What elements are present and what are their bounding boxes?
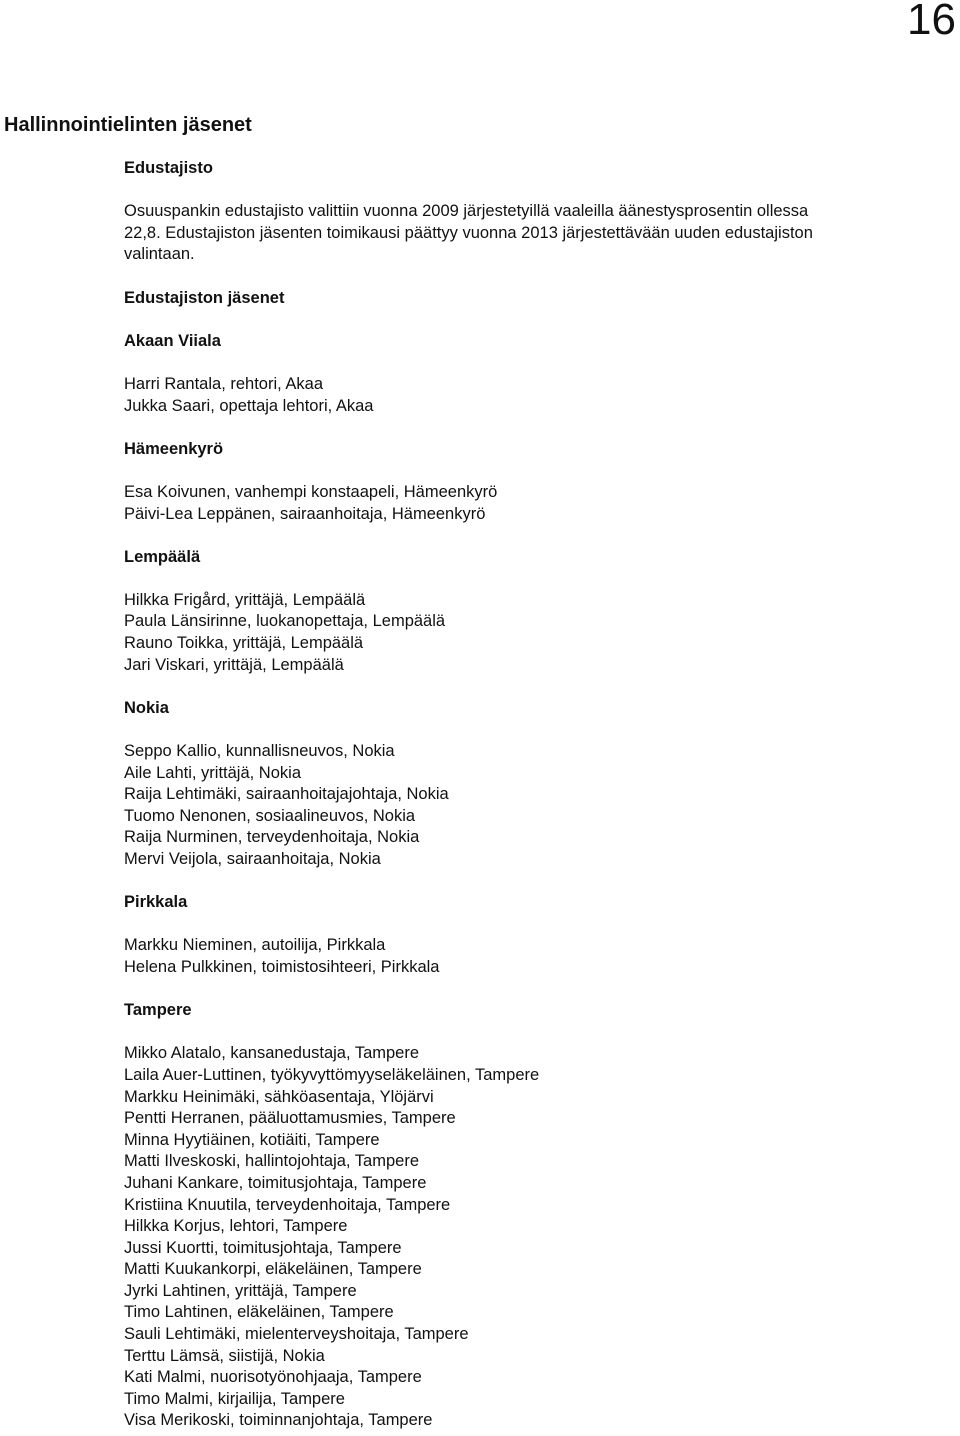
region-section <box>124 331 924 417</box>
member-item: Jukka Saari, opettaja lehtori, Akaa <box>124 396 374 415</box>
member-item: Jari Viskari, yrittäjä, Lempäälä <box>124 655 344 674</box>
member-item: Raija Nurminen, terveydenhoitaja, Nokia <box>124 828 420 847</box>
member-list <box>124 590 924 676</box>
member-item: Tuomo Nenonen, sosiaalineuvos, Nokia <box>124 806 416 825</box>
member-item: Kristiina Knuutila, terveydenhoitaja, Tampere <box>124 1195 451 1214</box>
page-number: 16 <box>907 0 956 44</box>
member-item: Laila Auer-Luttinen, työkyvyttömyyseläkeläinen, Tampere <box>124 1065 540 1084</box>
member-item: Harri Rantala, rehtori, Akaa <box>124 374 324 393</box>
members-heading: Edustajiston jäsenet <box>124 288 285 307</box>
intro-line: Osuuspankin edustajisto valittiin vuonna 2009 järjestetyillä vaaleilla äänestysprosentin ollessa <box>124 202 809 221</box>
member-item: Pentti Herranen, pääluottamusmies, Tampere <box>124 1109 456 1128</box>
member-item: Matti Ilveskoski, hallintojohtaja, Tampere <box>124 1152 420 1171</box>
member-item: Päivi-Lea Leppänen, sairaanhoitaja, Hämeenkyrö <box>124 504 486 523</box>
region-section <box>124 892 924 978</box>
member-item: Seppo Kallio, kunnallisneuvos, Nokia <box>124 742 395 761</box>
page-title: Hallinnointielinten jäsenet <box>4 114 252 136</box>
region-section <box>124 1000 924 1432</box>
member-item: Kati Malmi, nuorisotyönohjaaja, Tampere <box>124 1368 422 1387</box>
member-item: Jyrki Lahtinen, yrittäjä, Tampere <box>124 1281 357 1300</box>
region-list <box>124 331 924 1432</box>
member-item: Mikko Alatalo, kansanedustaja, Tampere <box>124 1044 420 1063</box>
member-item: Juhani Kankare, toimitusjohtaja, Tampere <box>124 1173 427 1192</box>
member-list <box>124 741 924 871</box>
member-item: Esa Koivunen, vanhempi konstaapeli, Hämeenkyrö <box>124 482 498 501</box>
member-item: Mervi Veijola, sairaanhoitaja, Nokia <box>124 850 381 868</box>
member-item: Timo Malmi, kirjailija, Tampere <box>124 1389 345 1408</box>
member-item: Markku Nieminen, autoilija, Pirkkala <box>124 936 386 955</box>
intro-line: valintaan. <box>124 245 195 264</box>
member-item: Terttu Lämsä, siistijä, Nokia <box>124 1346 325 1365</box>
member-item: Aile Lahti, yrittäjä, Nokia <box>124 763 301 782</box>
content <box>124 158 924 1432</box>
member-item: Paula Länsirinne, luokanopettaja, Lempäälä <box>124 612 446 631</box>
region-heading: Akaan Viiala <box>124 331 221 350</box>
member-list <box>124 1043 924 1432</box>
section-heading: Edustajisto <box>124 159 213 177</box>
member-list <box>124 374 924 417</box>
member-item: Minna Hyytiäinen, kotiäiti, Tampere <box>124 1130 380 1149</box>
member-item: Raija Lehtimäki, sairaanhoitajajohtaja, Nokia <box>124 785 449 804</box>
member-list <box>124 935 924 978</box>
member-item: Sauli Lehtimäki, mielenterveyshoitaja, Tampere <box>124 1325 469 1344</box>
region-section <box>124 547 924 677</box>
member-list <box>124 482 924 525</box>
region-heading: Lempäälä <box>124 547 201 566</box>
region-heading: Tampere <box>124 1001 192 1020</box>
intro-line: 22,8. Edustajiston jäsenten toimikausi päättyy vuonna 2013 järjestettävään uuden edustajiston <box>124 223 813 242</box>
member-item: Helena Pulkkinen, toimistosihteeri, Pirkkala <box>124 957 440 976</box>
region-section <box>124 439 924 525</box>
intro-paragraph <box>124 201 924 266</box>
region-heading: Pirkkala <box>124 893 188 912</box>
region-section <box>124 698 924 871</box>
member-item: Matti Kuukankorpi, eläkeläinen, Tampere <box>124 1260 422 1279</box>
member-item: Rauno Toikka, yrittäjä, Lempäälä <box>124 634 364 653</box>
member-item: Visa Merikoski, toiminnanjohtaja, Tampere <box>124 1411 433 1430</box>
member-item: Markku Heinimäki, sähköasentaja, Ylöjärvi <box>124 1087 434 1106</box>
member-item: Timo Lahtinen, eläkeläinen, Tampere <box>124 1303 394 1322</box>
member-item: Hilkka Korjus, lehtori, Tampere <box>124 1217 348 1236</box>
region-heading: Nokia <box>124 698 169 717</box>
member-item: Jussi Kuortti, toimitusjohtaja, Tampere <box>124 1238 402 1257</box>
region-heading: Hämeenkyrö <box>124 439 224 458</box>
member-item: Hilkka Frigård, yrittäjä, Lempäälä <box>124 590 366 609</box>
